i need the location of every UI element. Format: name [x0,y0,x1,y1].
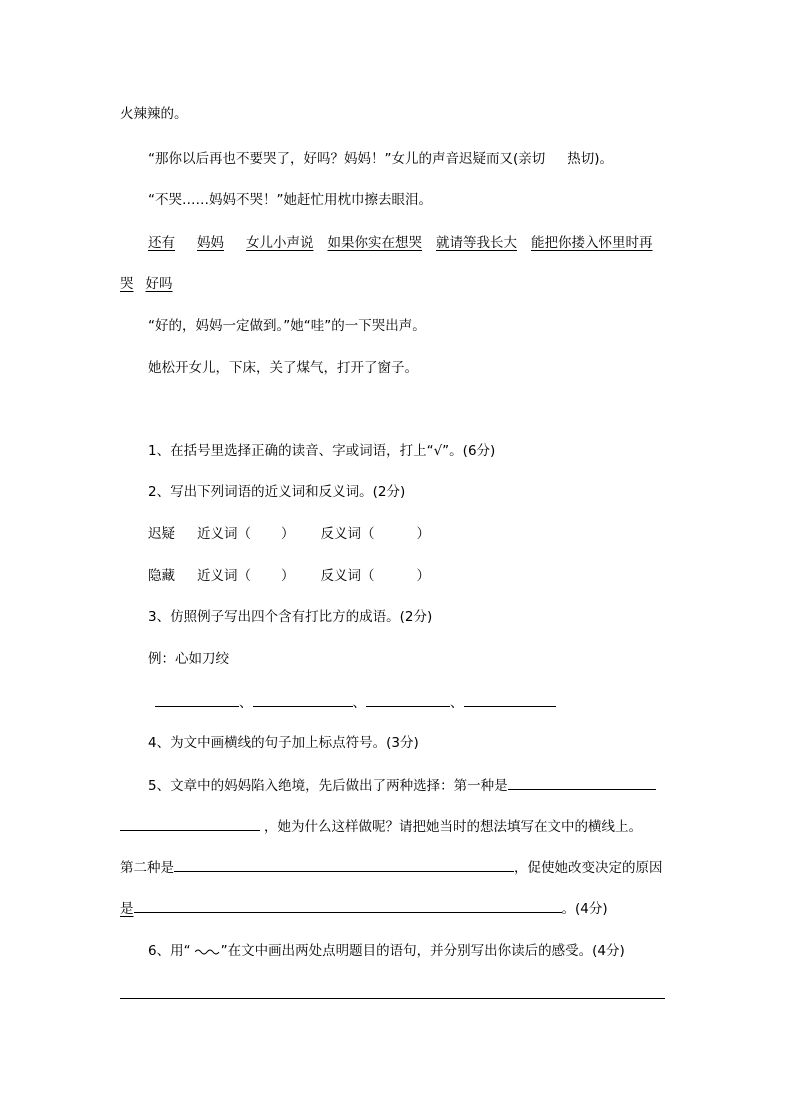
q6-answer-line[interactable] [120,998,665,999]
story-paragraph-2: “不哭……妈妈不哭！”她赶忙用枕巾擦去眼泪。 [148,192,432,208]
question-5-line-1 [148,775,656,796]
wavy-underline-icon [195,946,221,956]
q2-synonym-close: ） [281,526,295,542]
story-paragraph-5: 她松开女儿，下床，关了煤气，打开了窗子。 [148,360,418,376]
question-4: 4、为文中画横线的句子加上标点符号。(3分) [148,735,419,751]
q5-second-choice-blank[interactable] [174,857,514,872]
story-paragraph-1-main: “那你以后再也不要哭了，好吗？妈妈！”女儿的声音迟疑而又(亲切 [148,151,546,167]
q3-answer-blank[interactable] [155,692,239,707]
story-paragraph-0: 火辣辣的。 [120,106,188,122]
q2-row-2 [148,566,430,586]
underlined-part: 哭 [120,276,134,292]
q3-example: 例：心如刀绞 [148,651,229,667]
underlined-part: 就请等我长大 [436,235,517,251]
underlined-part: 还有 [148,235,175,251]
q5-first-choice-blank[interactable] [508,775,656,790]
underlined-sentence-line-2 [120,274,183,294]
q3-answer-blank[interactable] [253,692,353,707]
q2-synonym-close: ） [281,568,295,584]
q5-score: 。(4分) [561,901,608,917]
q2-synonym-label: 近义词（ [197,526,251,542]
q5-first-choice-blank-cont[interactable] [120,816,260,831]
story-paragraph-1 [148,149,613,169]
q2-antonym-close: ） [416,526,430,542]
underlined-part: 妈妈 [197,235,224,251]
q5-reason-blank[interactable] [134,898,562,913]
q2-word: 隐藏 [148,568,175,584]
question-5-line-4 [120,898,608,919]
q5-text: 第二种是 [120,860,174,876]
q2-word: 迟疑 [148,526,175,542]
q3-separator: 、 [239,695,253,711]
q6-text: ”在文中画出两处点明题目的语句，并分别写出你读后的感受。(4分) [220,943,625,959]
question-3: 3、仿照例子写出四个含有打比方的成语。(2分) [148,609,433,625]
underlined-part: 女儿小声说 [246,235,314,251]
q2-antonym-label: 反义词（ [320,526,375,542]
q3-separator: 、 [450,695,464,711]
q2-antonym-close: ） [416,568,430,584]
q3-answer-row [155,692,556,713]
story-paragraph-1-end: 热切)。 [567,151,614,167]
question-5-line-2 [120,816,642,837]
q5-text: ，她为什么这样做呢？请把她当时的想法填写在文中的横线上。 [264,819,642,835]
q5-text: 5、文章中的妈妈陷入绝境，先后做出了两种选择：第一种是 [148,778,508,794]
q3-separator: 、 [352,695,366,711]
q3-answer-blank[interactable] [366,692,450,707]
q5-text: 是 [120,901,134,917]
q5-text: ，促使她改变决定的原因 [514,860,663,876]
q2-synonym-label: 近义词（ [197,568,251,584]
q3-answer-blank[interactable] [464,692,556,707]
q2-row-1 [148,524,430,544]
underlined-part: 好吗 [145,276,173,292]
story-paragraph-4: “好的，妈妈一定做到。”她“哇”的一下哭出声。 [148,318,426,334]
question-1: 1、在括号里选择正确的读音、字或词语，打上“√”。(6分) [148,443,496,459]
underlined-sentence-line-1 [148,233,653,253]
question-5-line-3 [120,857,663,878]
q2-antonym-label: 反义词（ [320,568,375,584]
question-6 [148,941,625,961]
underlined-part: 如果你实在想哭 [327,235,422,251]
q6-text: 6、用“ [148,943,191,959]
underlined-part: 能把你搂入怀里时再 [531,235,653,251]
question-2: 2、写出下列词语的近义词和反义词。(2分) [148,484,406,500]
